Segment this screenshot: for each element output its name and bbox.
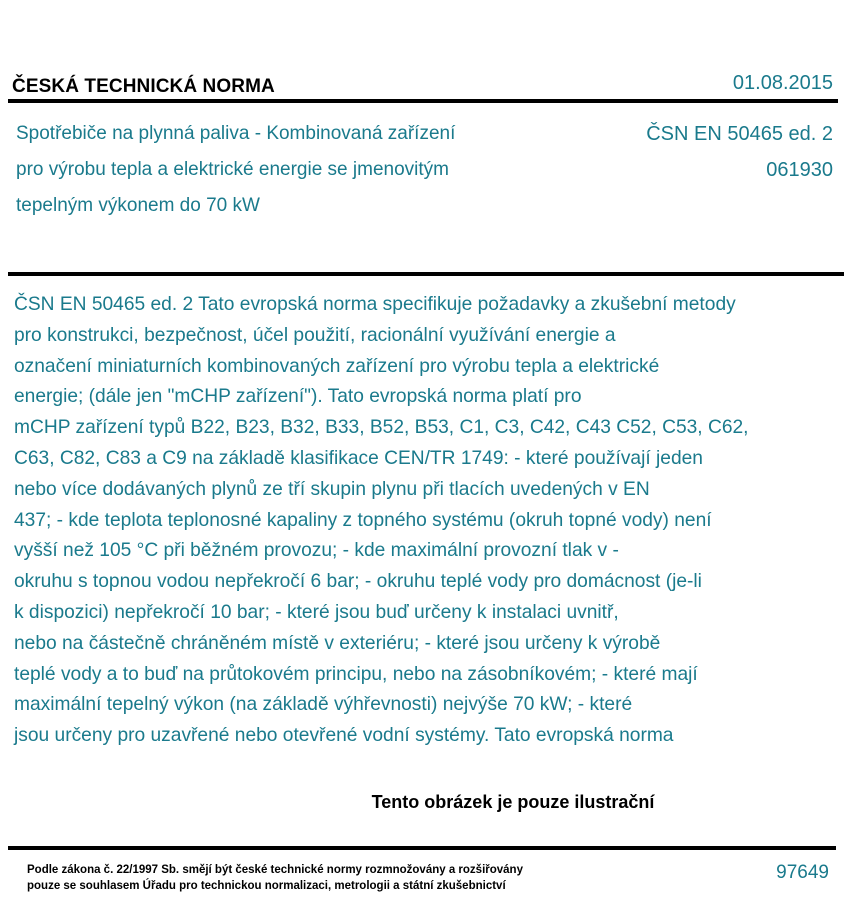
document-number: 97649 xyxy=(776,862,829,883)
title-line: tepelným výkonem do 70 kW xyxy=(16,195,260,216)
document-title xyxy=(16,116,576,224)
abstract-text xyxy=(14,290,849,752)
abstract-line: 437; - kde teplota teplonosné kapaliny z topného systému (okruh topné vody) není xyxy=(14,509,712,531)
abstract-line: jsou určeny pro uzavřené nebo otevřené vodní systémy. Tato evropská norma xyxy=(14,725,674,747)
header-divider xyxy=(8,99,838,103)
abstract-line: označení miniaturních kombinovaných zařízení pro výrobu tepla a elektrické xyxy=(14,355,660,377)
copyright-line: pouze se souhlasem Úřadu pro technickou normalizaci, metrologii a státní zkušebnictví xyxy=(27,880,506,892)
abstract-line: ČSN EN 50465 ed. 2 Tato evropská norma specifikuje požadavky a zkušební metody xyxy=(14,294,736,315)
abstract-line: maximální tepelný výkon (na základě výhřevnosti) nejvýše 70 kW; - které xyxy=(14,694,633,716)
abstract-line: teplé vody a to buď na průtokovém principu, nebo na zásobníkovém; - které mají xyxy=(14,663,698,685)
title-line: pro výrobu tepla a elektrické energie se jmenovitým xyxy=(16,159,449,180)
copyright-line: Podle zákona č. 22/1997 Sb. smějí být české technické normy rozmnožovány a rozšiřovány xyxy=(27,864,523,876)
abstract-line: okruhu s topnou vodou nepřekročí 6 bar; - okruhu teplé vody pro domácnost (je-li xyxy=(14,571,702,593)
abstract-line: pro konstrukci, bezpečnost, účel použití, racionální využívání energie a xyxy=(14,324,616,346)
abstract-line: C63, C82, C83 a C9 na základě klasifikace CEN/TR 1749: - které používají jeden xyxy=(14,447,703,469)
footer-divider xyxy=(8,846,836,850)
norm-label: ČESKÁ TECHNICKÁ NORMA xyxy=(12,76,275,97)
title-line: Spotřebiče na plynná paliva - Kombinovaná zařízení xyxy=(16,123,456,144)
standard-codes xyxy=(646,116,833,188)
abstract-line: mCHP zařízení typů B22, B23, B32, B33, B52, B53, C1, C3, C42, C43 C52, C53, C62, xyxy=(14,417,749,439)
classification-code: 061930 xyxy=(766,159,833,181)
standard-number: ČSN EN 50465 ed. 2 xyxy=(646,123,833,145)
illustration-notice: Tento obrázek je pouze ilustrační xyxy=(371,792,655,812)
abstract-line: nebo více dodávaných plynů ze tří skupin plynu při tlacích uvedených v EN xyxy=(14,478,650,500)
abstract-line: energie; (dále jen "mCHP zařízení"). Tato evropská norma platí pro xyxy=(14,386,582,408)
abstract-line: nebo na částečně chráněném místě v exteriéru; - které jsou určeny k výrobě xyxy=(14,632,661,654)
title-divider xyxy=(8,272,844,276)
copyright-notice xyxy=(27,862,523,894)
publication-date: 01.08.2015 xyxy=(732,72,833,94)
abstract-line: vyšší než 105 °C při běžném provozu; - kde maximální provozní tlak v - xyxy=(14,540,619,562)
abstract-line: k dispozici) nepřekročí 10 bar; - které jsou buď určeny k instalaci uvnitř, xyxy=(14,601,619,623)
